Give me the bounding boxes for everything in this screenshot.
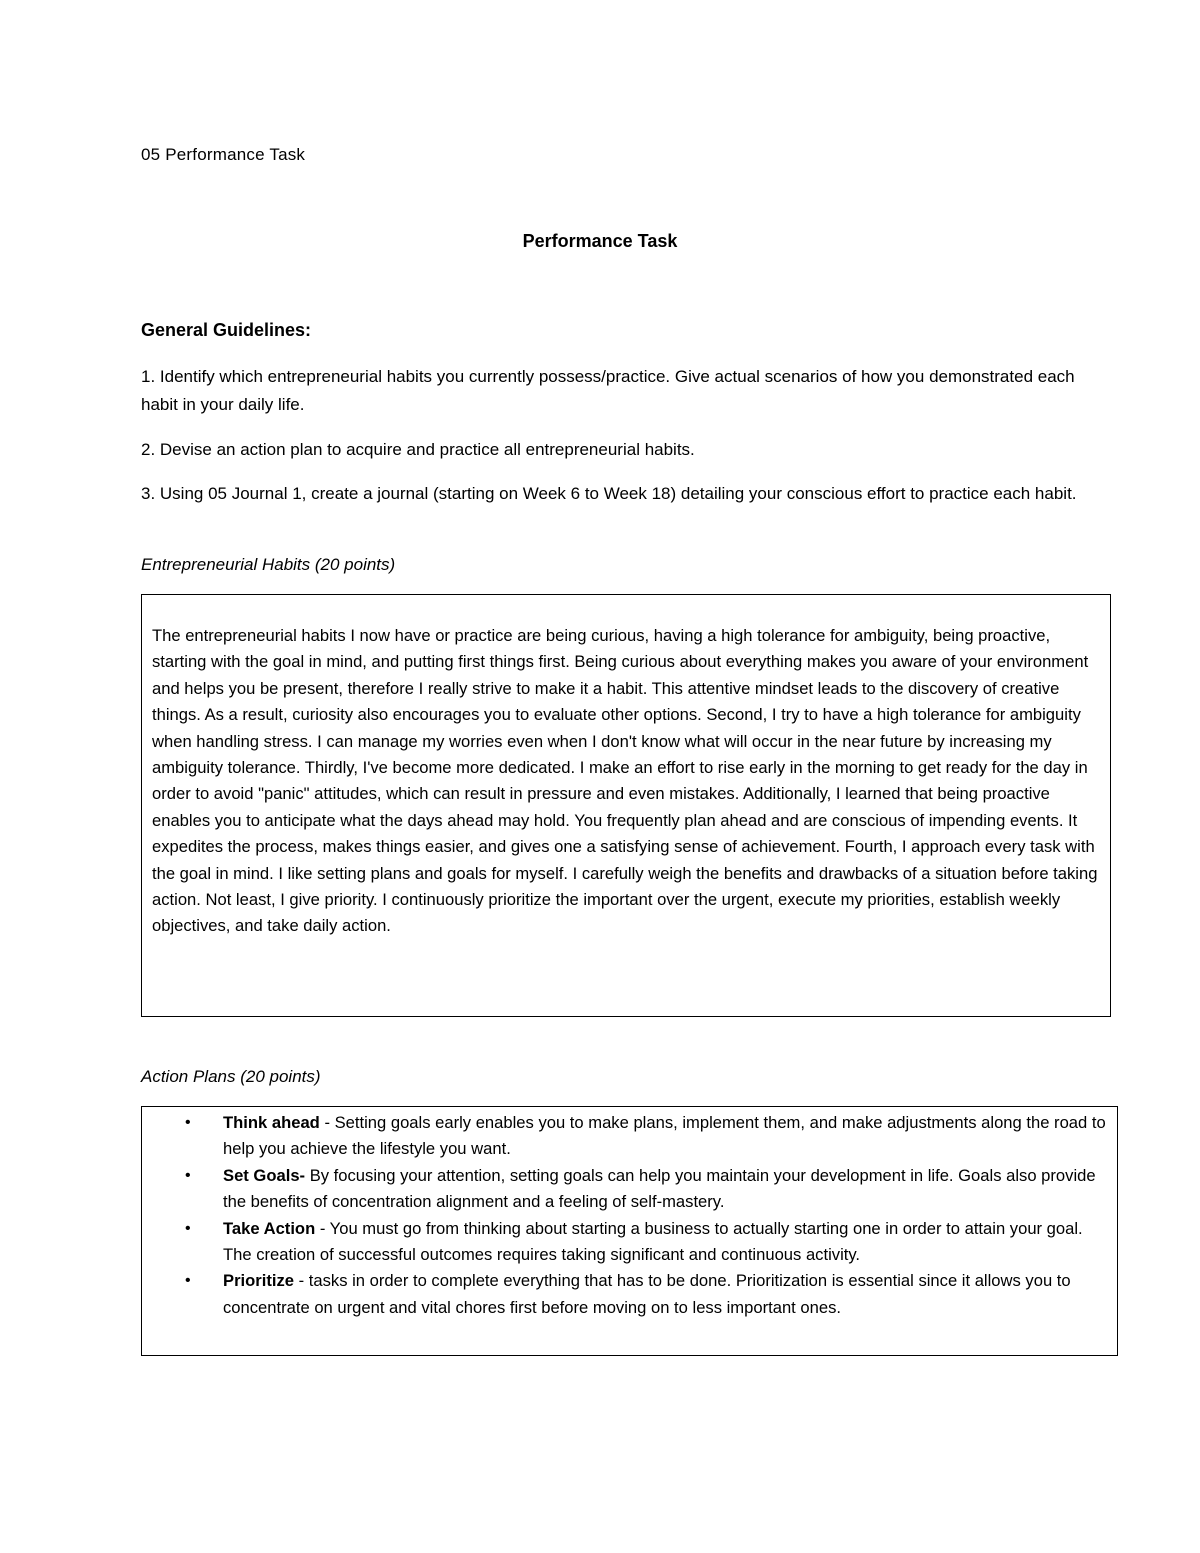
guideline-item: 3. Using 05 Journal 1, create a journal (starting on Week 6 to Week 18) detailing your conscious effort to practice each habit. (141, 484, 1077, 503)
bullet-icon: • (185, 1272, 191, 1290)
document-title: Performance Task (522, 231, 678, 251)
document-header: 05 Performance Task (141, 145, 306, 164)
bullet-icon: • (185, 1114, 191, 1131)
action-plan-term: Take Action (223, 1218, 316, 1238)
guideline-item: 1. Identify which entrepreneurial habits you currently possess/practice. Give actual scenarios of how you demonstrated each habit in your daily life. (141, 367, 1075, 414)
action-plan-text: - Setting goals early enables you to make plans, implement them, and make adjustments along the road to help you achieve the lifestyle you want. (223, 1113, 1106, 1159)
action-plan-item (142, 1110, 1117, 1163)
action-plan-item (142, 1163, 1117, 1216)
action-plan-term: Think ahead (223, 1113, 320, 1132)
bullet-icon: • (185, 1166, 191, 1184)
action-plans-list (142, 1110, 1117, 1321)
habits-section-label: Entrepreneurial Habits (20 points) (141, 555, 396, 574)
habits-answer-box (141, 594, 1111, 1017)
bullet-icon: • (185, 1219, 191, 1237)
action-plan-text: - tasks in order to complete everything that has to be done. Prioritization is essential since it allows you to concentrate on urgent and vital chores first before moving on to less important ones. (223, 1271, 1071, 1317)
action-plans-box (141, 1106, 1118, 1356)
guideline-item: 2. Devise an action plan to acquire and practice all entrepreneurial habits. (141, 440, 695, 459)
action-plan-text: - You must go from thinking about starting a business to actually starting one in order to attain your goal. The creation of successful outcomes requires taking significant and continuous activity. (223, 1218, 1083, 1265)
action-plan-item (142, 1216, 1117, 1269)
action-plan-term: Prioritize (223, 1271, 295, 1291)
action-plan-text: By focusing your attention, setting goals can help you maintain your development in life. Goals also provide the benefits of concentration alignment and a feeling of self-mastery. (223, 1165, 1096, 1212)
action-plan-item (142, 1268, 1117, 1321)
action-plan-term: Set Goals- (223, 1165, 306, 1185)
action-plans-section-label: Action Plans (20 points) (141, 1067, 321, 1086)
guidelines-heading: General Guidelines: (141, 320, 312, 340)
habits-answer-text: The entrepreneurial habits I now have or practice are being curious, having a high tolerance for ambiguity, being proactive, starting with the goal in mind, and putting first things first. Being curious about everything makes you aware of your environment and helps you be present, therefore I really strive to make it a habit. This attentive mindset leads to the discovery of creative things. As a result, curiosity also encourages you to evaluate other options. Second, I try to have a high tolerance for ambiguity when handling stress. I can manage my worries even when I don't know what will occur in the near future by increasing my ambiguity tolerance. Thirdly, I've become more dedicated. I make an effort to rise early in the morning to get ready for the day in order to avoid "panic" attitudes, which can result in pressure and even mistakes. Additionally, I learned that being proactive enables you to anticipate what the days ahead may hold. You frequently plan ahead and are conscious of impending events. It expedites the process, makes things easier, and gives one a satisfying sense of achievement. Fourth, I approach every task with the goal in mind. I like setting plans and goals for myself. I carefully weigh the benefits and drawbacks of a situation before taking action. Not least, I give priority. I continuously prioritize the important over the urgent, execute my priorities, establish weekly objectives, and take daily action. (152, 626, 1098, 936)
